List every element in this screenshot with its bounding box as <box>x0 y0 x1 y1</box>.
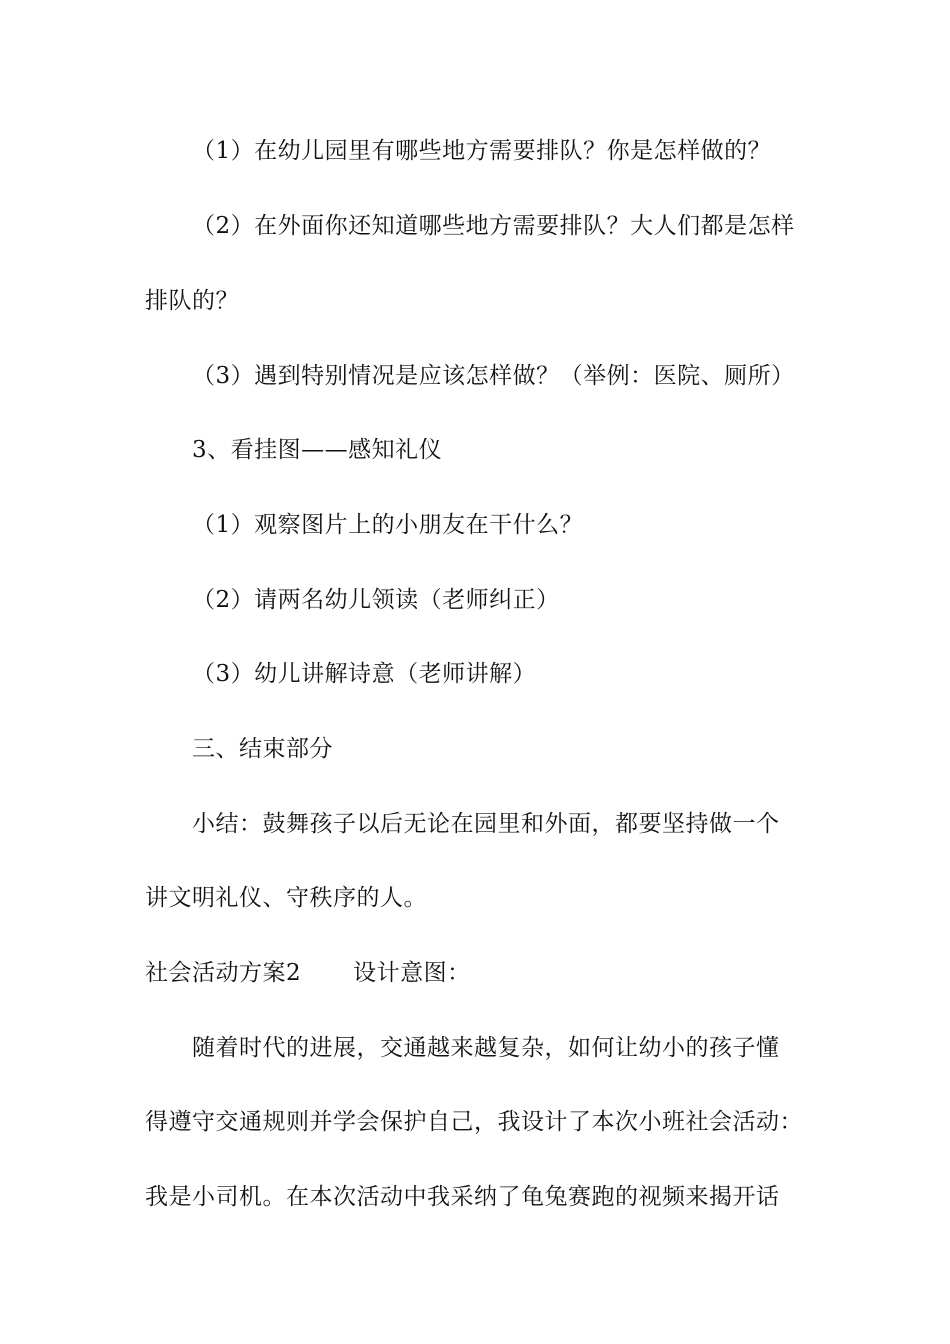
question-1-text: （1）在幼儿园里有哪些地方需要排队？你是怎样做的？ <box>192 138 772 164</box>
step-3-item-3: （3）幼儿讲解诗意（老师讲解） <box>192 661 537 687</box>
summary-continuation: 讲文明礼仪、守秩序的人。 <box>145 885 427 911</box>
summary-text: 小结：鼓舞孩子以后无论在园里和外面，都要坚持做一个 <box>192 811 780 837</box>
question-2-text: （2）在外面你还知道哪些地方需要排队？大人们都是怎样 <box>192 213 795 239</box>
question-3-text: （3）遇到特别情况是应该怎样做？（举例：医院、厕所） <box>192 363 795 389</box>
plan-title-line <box>145 958 471 988</box>
paragraph-line-1: 随着时代的进展，交通越来越复杂，如何让幼小的孩子懂 <box>192 1035 780 1061</box>
step-3-heading: 3、看挂图——感知礼仪 <box>192 437 443 463</box>
design-intent-label: 设计意图： <box>353 960 471 986</box>
part-3-heading: 三、结束部分 <box>192 736 333 762</box>
step-3-item-2: （2）请两名幼儿领读（老师纠正） <box>192 587 560 613</box>
question-2-continuation: 排队的？ <box>145 288 239 314</box>
paragraph-line-2: 得遵守交通规则并学会保护自己，我设计了本次小班社会活动： <box>145 1109 803 1135</box>
step-3-item-1: （1）观察图片上的小朋友在干什么？ <box>192 512 584 538</box>
paragraph-line-3: 我是小司机。在本次活动中我采纳了龟兔赛跑的视频来揭开话 <box>145 1184 780 1210</box>
plan-title: 社会活动方案2 <box>145 960 302 986</box>
